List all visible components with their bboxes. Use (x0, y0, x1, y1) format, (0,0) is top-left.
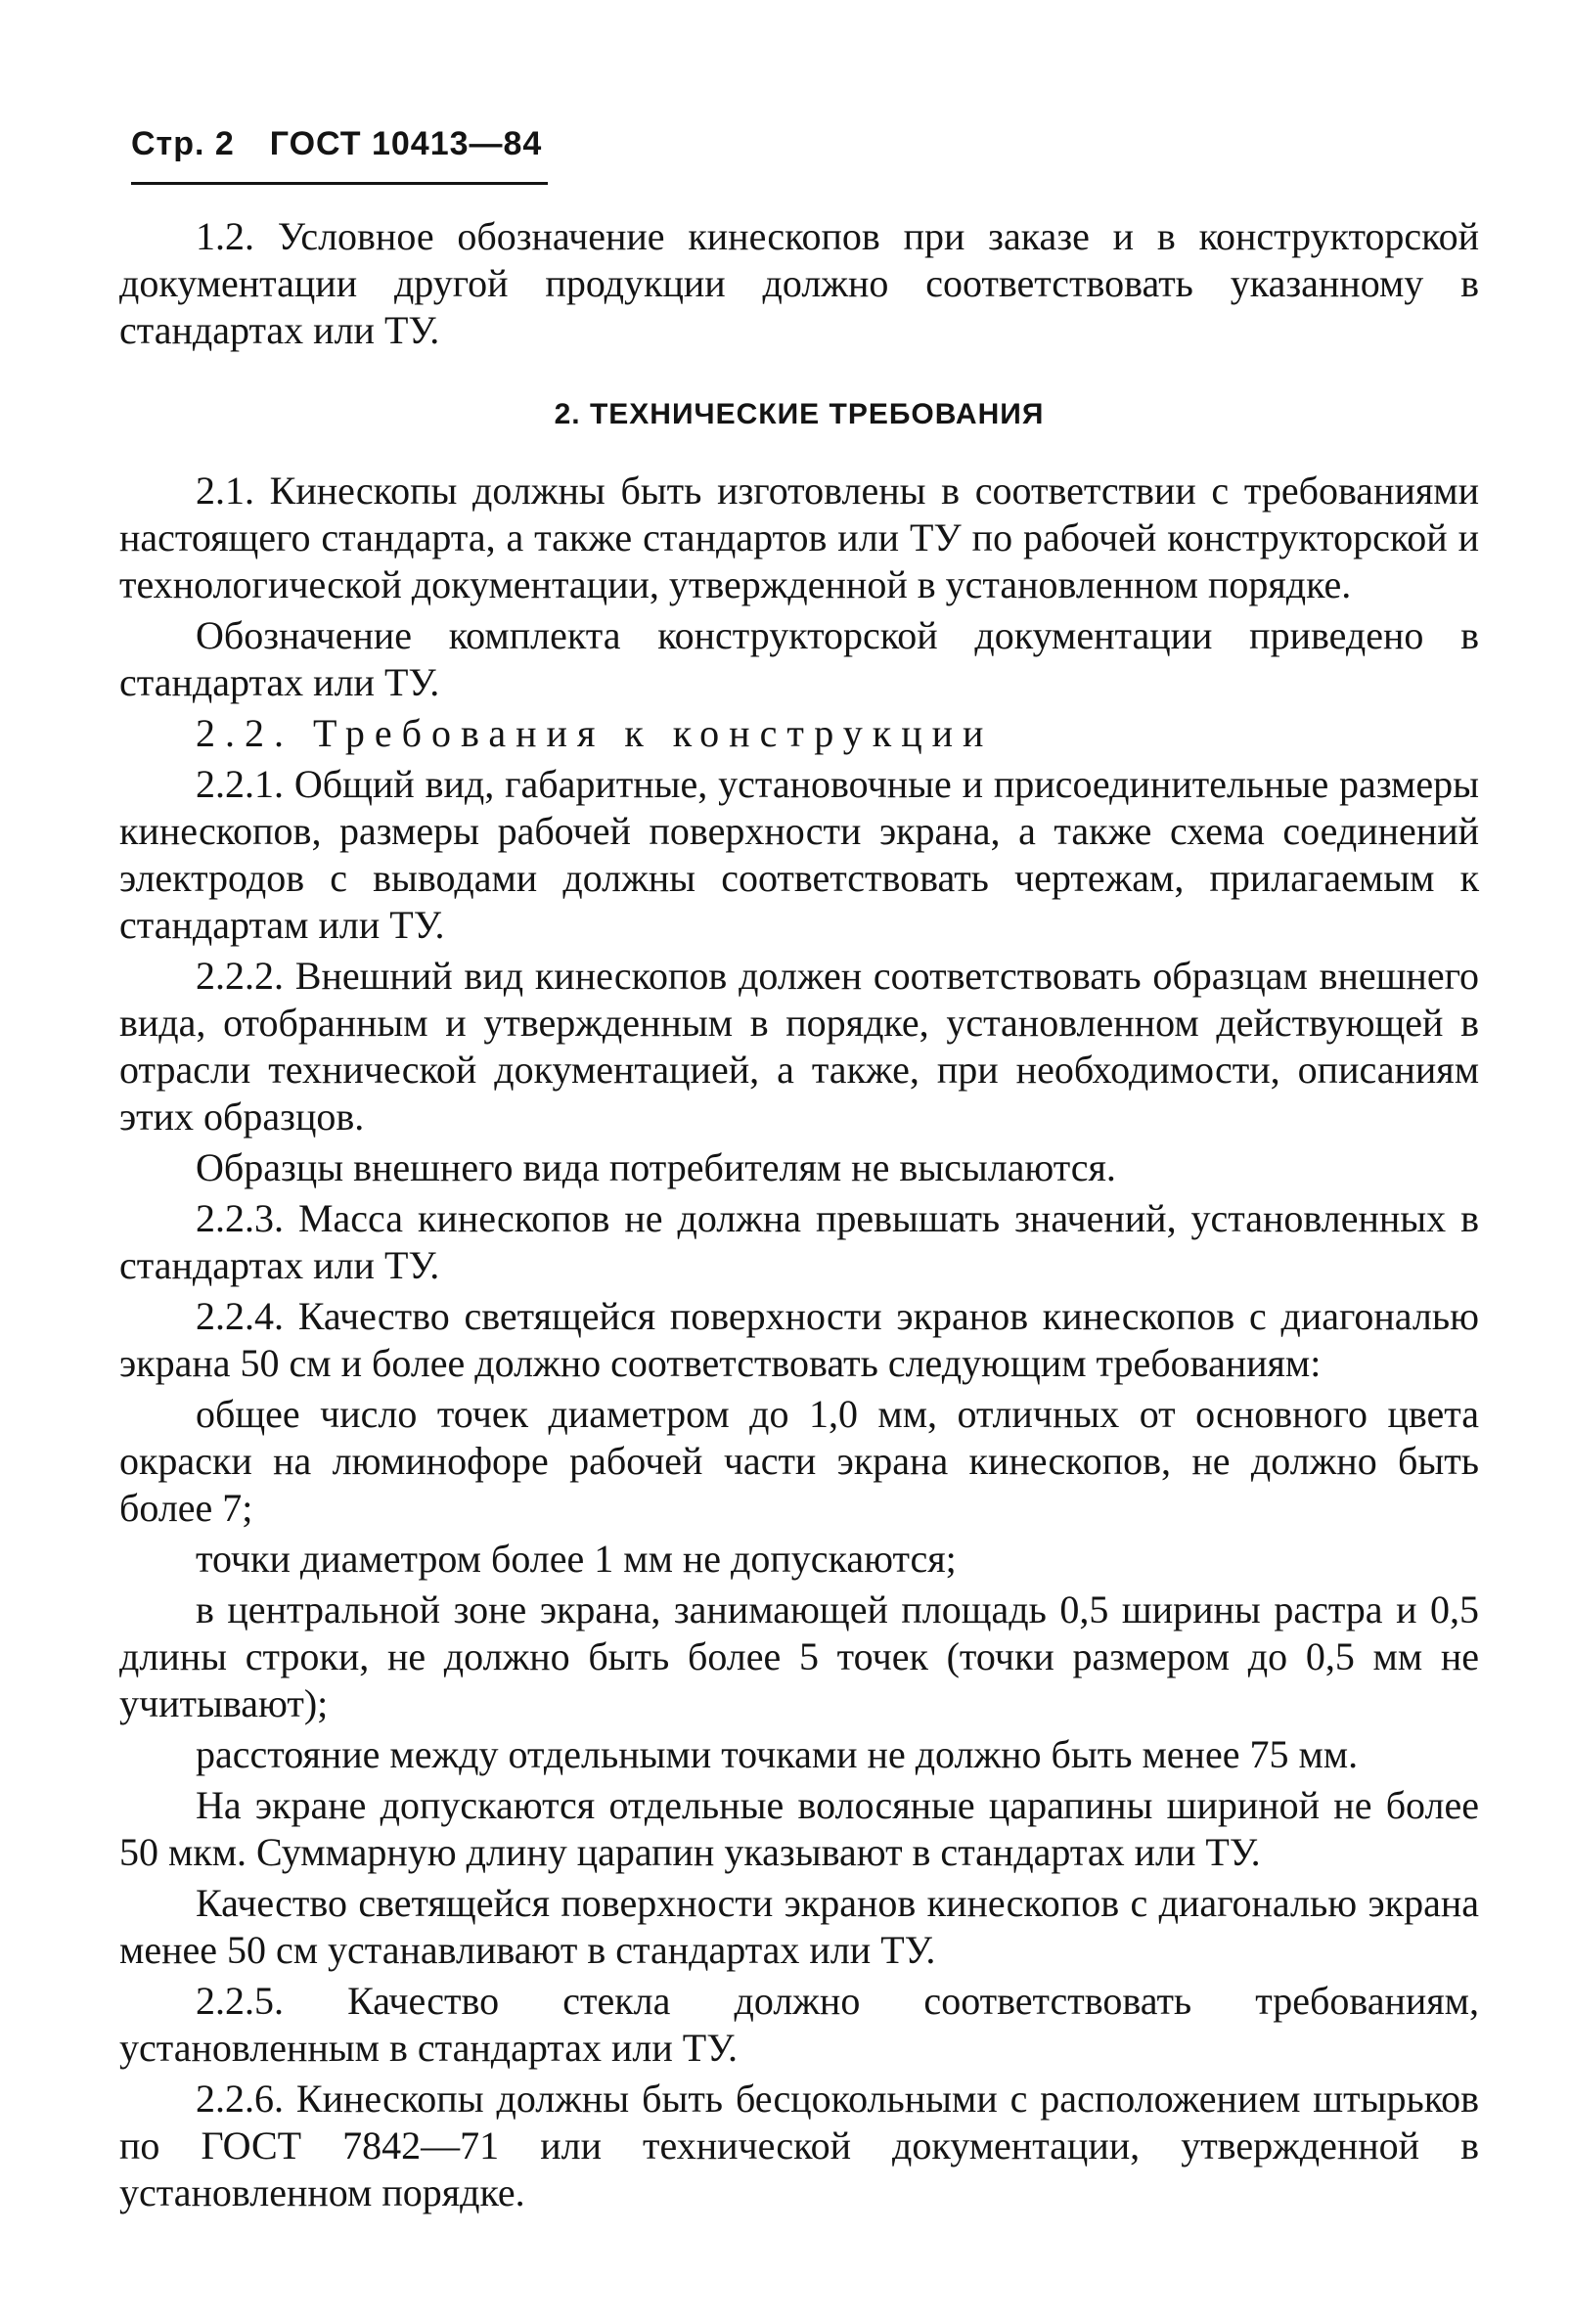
document-body (119, 213, 1479, 2216)
section-title: 2. ТЕХНИЧЕСКИЕ ТРЕБОВАНИЯ (554, 398, 1045, 430)
paragraph-2-2-5: 2.2.5. Качество стекла должно соответствовать требованиям, установленным в стандартах или ТУ. (119, 1979, 1479, 2070)
paragraph-2-2-1: 2.2.1. Общий вид, габаритные, установочные и присоединительные размеры кинескопов, размеры рабочей поверхности экрана, а также схема соединений электродов с выводами должны соответствовать чертежам, прилагаемым к стандартам или ТУ. (119, 762, 1479, 947)
requirement-dot-count: общее число точек диаметром до 1,0 мм, отличных от основного цвета окраски на люминофоре рабочей части экрана кинескопов, не должно быть более 7; (119, 1392, 1479, 1530)
paragraph-2-2-2: 2.2.2. Внешний вид кинескопов должен соответствовать образцам внешнего вида, отобранным и утвержденным в порядке, установленном действующей в отрасли технической документацией, а также, при необходимости, описаниям этих образцов. (119, 954, 1479, 1139)
subsection-title-2-2: 2.2. Требования к конструкции (196, 711, 994, 755)
paragraph-2-2-3: 2.2.3. Масса кинескопов не должна превышать значений, установленных в стандартах или ТУ. (119, 1196, 1479, 1287)
paragraph-scratches: На экране допускаются отдельные волосяные царапины шириной не более 50 мкм. Суммарную длину царапин указывают в стандартах или ТУ. (119, 1783, 1479, 1874)
paragraph-2-1: 2.1. Кинескопы должны быть изготовлены в соответствии с требованиями настоящего стандарта, а также стандартов или ТУ по рабочей конструкторской и технологической документации, утвержденной в установленном порядке. (119, 469, 1479, 606)
paragraph-2-1-designation: Обозначение комплекта конструкторской документации приведено в стандартах или ТУ. (119, 613, 1479, 704)
header-rule (131, 182, 548, 185)
requirement-dot-size: точки диаметром более 1 мм не допускаются; (196, 1537, 957, 1581)
paragraph-small-screens: Качество светящейся поверхности экранов кинескопов с диагональю экрана менее 50 см устанавливают в стандартах или ТУ. (119, 1881, 1479, 1972)
paragraph-2-2-2-samples: Образцы внешнего вида потребителям не высылаются. (196, 1145, 1116, 1189)
page-header (131, 125, 542, 163)
requirement-central-zone: в центральной зоне экрана, занимающей площадь 0,5 ширины растра и 0,5 длины строки, не должно быть более 5 точек (точки размером до 0,5 мм не учитывают); (119, 1587, 1479, 1725)
requirement-dot-distance: расстояние между отдельными точками не должно быть менее 75 мм. (196, 1732, 1359, 1776)
paragraph-2-2-4: 2.2.4. Качество светящейся поверхности экранов кинескопов с диагональю экрана 50 см и более должно соответствовать следующим требованиям: (119, 1294, 1479, 1385)
paragraph-1-2: 1.2. Условное обозначение кинескопов при заказе и в конструкторской документации другой продукции должно соответствовать указанному в стандартах или ТУ. (119, 214, 1479, 352)
paragraph-2-2-6: 2.2.6. Кинескопы должны быть бесцокольными с расположением штырьков по ГОСТ 7842—71 или технической документации, утвержденной в установленном порядке. (119, 2077, 1479, 2214)
standard-code: ГОСТ 10413—84 (269, 125, 543, 162)
page-number: Стр. 2 (131, 125, 235, 162)
